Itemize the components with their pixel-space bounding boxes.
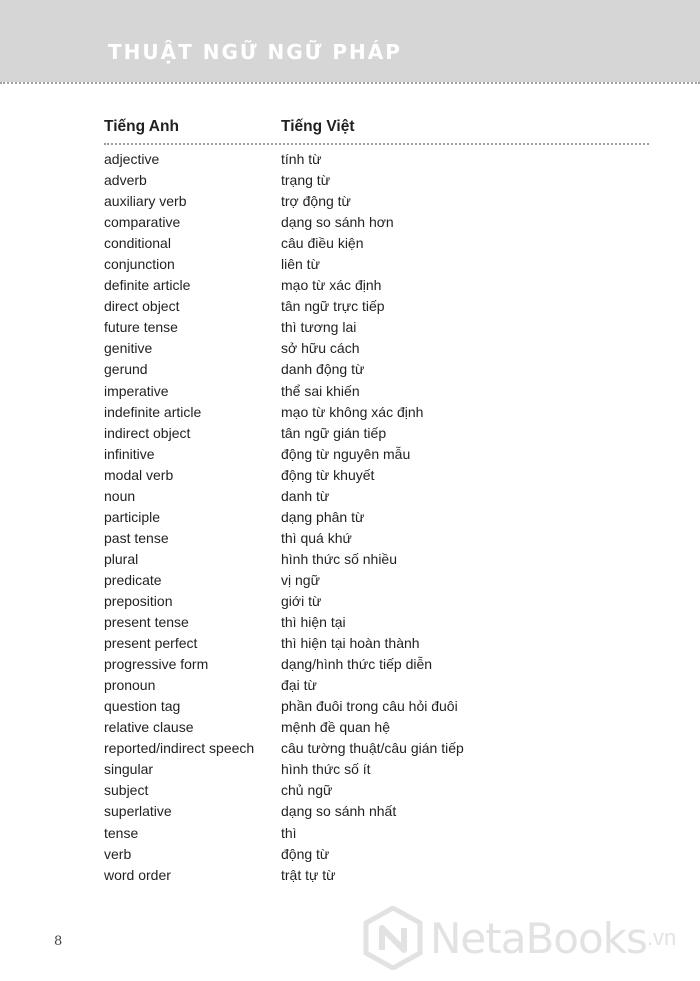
glossary-row [104,801,644,822]
english-term: plural [104,550,139,567]
glossary-table [104,149,644,886]
glossary-row [104,254,644,275]
english-term: verb [104,845,132,862]
glossary-row [104,633,644,654]
glossary-row [104,212,644,233]
english-term: reported/indirect speech [104,740,255,757]
glossary-row [104,612,644,633]
vietnamese-term: danh động từ [281,361,365,378]
vietnamese-term: mạo từ xác định [281,277,382,294]
vietnamese-term: tân ngữ trực tiếp [281,298,385,315]
header-band [0,0,700,82]
vietnamese-term: trạng từ [281,172,331,189]
vietnamese-term: dạng so sánh nhất [281,803,397,820]
page-title: THUẬT NGỮ NGỮ PHÁP [108,40,402,64]
glossary-row [104,823,644,844]
vietnamese-term: thì hiện tại [281,614,346,631]
glossary-row [104,149,644,170]
vietnamese-term: mạo từ không xác định [281,403,424,420]
vietnamese-term: thể sai khiến [281,382,360,399]
english-term: word order [104,866,171,883]
english-term: gerund [104,361,148,378]
english-term: imperative [104,382,169,399]
glossary-row [104,549,644,570]
glossary-row [104,402,644,423]
english-term: subject [104,782,149,799]
english-term: progressive form [104,656,209,673]
vietnamese-term: vị ngữ [281,571,320,588]
vietnamese-term: liên từ [281,256,320,273]
glossary-row [104,654,644,675]
vietnamese-term: động từ [281,845,330,862]
vietnamese-term: dạng phân từ [281,508,365,525]
vietnamese-term: dạng so sánh hơn [281,214,394,231]
vietnamese-term: sở hữu cách [281,340,360,357]
vietnamese-term: động từ nguyên mẫu [281,445,411,462]
english-term: preposition [104,593,173,609]
english-term: infinitive [104,445,155,462]
header-divider [0,82,700,84]
english-term: comparative [104,214,181,231]
glossary-row [104,233,644,254]
vietnamese-term: hình thức số nhiều [281,550,398,567]
glossary-row [104,844,644,865]
glossary-row [104,570,644,591]
glossary-row [104,191,644,212]
english-term: adverb [104,172,147,189]
english-term: tense [104,824,139,841]
vietnamese-term: phần đuôi trong câu hỏi đuôi [281,698,458,715]
glossary-row [104,675,644,696]
column-header-vietnamese: Tiếng Việt [281,118,355,135]
glossary-row [104,717,644,738]
vietnamese-term: tân ngữ gián tiếp [281,424,387,441]
vietnamese-term: động từ khuyết [281,466,375,483]
english-term: noun [104,487,136,504]
glossary-row [104,359,644,380]
glossary-row [104,738,644,759]
glossary-row [104,486,644,507]
watermark [362,905,676,971]
english-term: conjunction [104,256,175,273]
glossary-row [104,465,644,486]
vietnamese-term: giới từ [281,593,322,609]
vietnamese-term: câu điều kiện [281,235,364,252]
column-header-english: Tiếng Anh [104,118,179,135]
english-term: past tense [104,529,169,546]
netabooks-logo-icon [362,906,424,970]
glossary-row [104,759,644,780]
vietnamese-term: mệnh đề quan hệ [281,719,390,736]
vietnamese-term: trật tự từ [281,866,336,883]
english-term: conditional [104,235,171,252]
vietnamese-term: thì hiện tại hoàn thành [281,635,420,652]
english-term: superlative [104,803,172,820]
glossary-row [104,423,644,444]
english-term: participle [104,508,161,525]
vietnamese-term: chủ ngữ [281,782,333,799]
english-term: singular [104,761,154,778]
vietnamese-term: thì [281,824,297,841]
english-term: pronoun [104,677,156,694]
glossary-row [104,170,644,191]
english-term: direct object [104,298,180,315]
glossary-row [104,381,644,402]
english-term: question tag [104,698,181,715]
vietnamese-term: dạng/hình thức tiếp diễn [281,656,433,673]
glossary-row [104,296,644,317]
english-term: adjective [104,151,160,168]
english-term: genitive [104,340,153,357]
vietnamese-term: trợ động từ [281,193,351,210]
english-term: auxiliary verb [104,193,187,210]
glossary-row [104,444,644,465]
glossary-row [104,865,644,886]
english-term: present perfect [104,635,198,652]
vietnamese-term: đại từ [281,677,317,694]
glossary-row [104,591,644,612]
vietnamese-term: danh từ [281,487,330,504]
glossary-row [104,696,644,717]
english-term: definite article [104,277,191,294]
glossary-row [104,507,644,528]
vietnamese-term: tính từ [281,151,322,168]
page-number: 8 [54,934,63,949]
vietnamese-term: thì quá khứ [281,529,352,546]
vietnamese-term: câu tường thuật/câu gián tiếp [281,740,464,757]
english-term: relative clause [104,719,194,736]
glossary-row [104,528,644,549]
english-term: indefinite article [104,403,202,420]
column-header-divider [104,143,649,145]
vietnamese-term: hình thức số ít [281,761,371,778]
watermark-brand: NetaBooks [430,913,647,963]
english-term: future tense [104,319,178,336]
english-term: indirect object [104,424,191,441]
vietnamese-term: thì tương lai [281,319,357,336]
glossary-row [104,338,644,359]
english-term: modal verb [104,466,174,483]
english-term: present tense [104,614,189,631]
glossary-row [104,317,644,338]
english-term: predicate [104,571,162,588]
glossary-row [104,780,644,801]
glossary-row [104,275,644,296]
watermark-suffix: .vn [646,925,677,950]
